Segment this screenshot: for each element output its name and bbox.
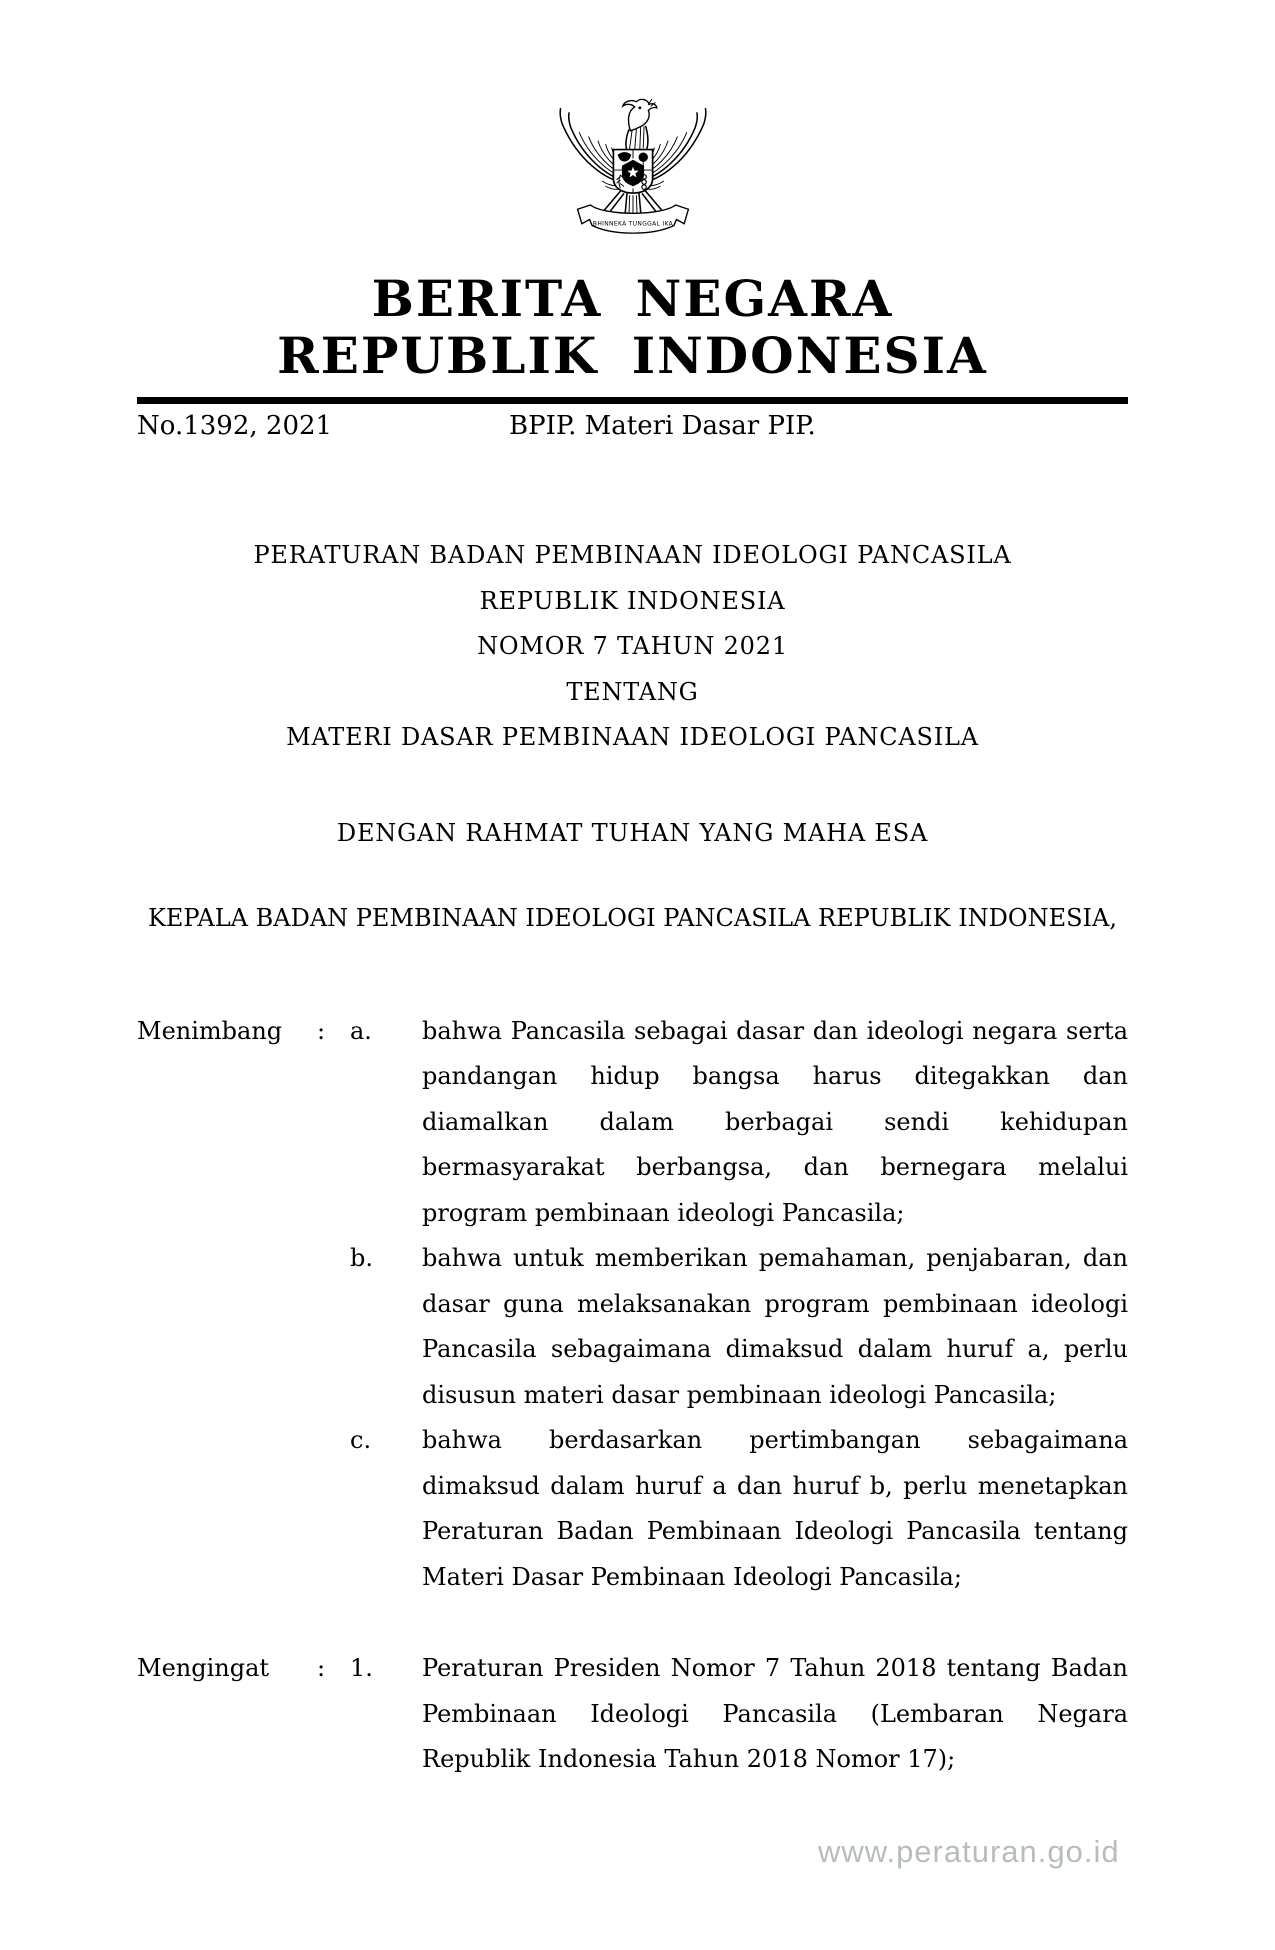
- clause-row: [137, 1373, 1128, 1419]
- item-marker: c.: [350, 1426, 372, 1454]
- masthead-info-row: [137, 410, 1128, 443]
- clause-row: [137, 1327, 1128, 1373]
- clause-row: [137, 1418, 1128, 1464]
- regulation-title-line: TENTANG: [566, 677, 699, 706]
- clause-line: bahwa berdasarkan pertimbangan sebagaimana: [422, 1426, 1128, 1454]
- page-content: [137, 0, 1128, 1783]
- section-mengingat: [137, 1646, 1128, 1783]
- clause-row: [137, 1555, 1128, 1601]
- section-label: Mengingat: [137, 1654, 270, 1682]
- clause-line: dasar guna melaksanakan program pembinaan ideologi: [422, 1289, 1128, 1318]
- gazette-number: No.1392, 2021: [137, 411, 333, 441]
- clause-line: program pembinaan ideologi Pancasila;: [422, 1198, 905, 1227]
- clause-line: dimaksud dalam huruf a dan huruf b, perlu menetapkan: [422, 1471, 1128, 1500]
- gazette-title-line1: BERITA NEGARA: [371, 269, 894, 328]
- clause-line: pandangan hidup bangsa harus ditegakkan dan: [422, 1062, 1128, 1090]
- clause-row: [137, 1236, 1128, 1282]
- clause-row: [137, 1100, 1128, 1146]
- clause-row: [137, 1054, 1128, 1100]
- clause-row: [137, 1737, 1128, 1783]
- section-label: Menimbang: [137, 1016, 283, 1045]
- masthead-divider: [137, 397, 1128, 404]
- watermark: www.peraturan.go.id: [818, 1834, 1120, 1869]
- clause-row: [137, 1509, 1128, 1555]
- clause-row: [137, 1009, 1128, 1055]
- emblem-container: [137, 0, 1128, 260]
- clause-line: Pancasila sebagaimana dimaksud dalam huruf a, perlu: [422, 1335, 1128, 1363]
- emblem-motto: BHINNEKA TUNGGAL IKA: [592, 220, 673, 228]
- section-colon: :: [317, 1654, 326, 1682]
- section-colon: :: [317, 1016, 326, 1045]
- item-marker: b.: [350, 1244, 373, 1272]
- clause-line: Peraturan Badan Pembinaan Ideologi Pancasila tentang: [422, 1517, 1128, 1545]
- regulation-title-line: PERATURAN BADAN PEMBINAAN IDEOLOGI PANCASILA: [253, 541, 1012, 569]
- gazette-title-line2: REPUBLIK INDONESIA: [277, 326, 988, 385]
- clause-line: diamalkan dalam berbagai sendi kehidupan: [422, 1107, 1128, 1136]
- item-marker: 1.: [350, 1654, 373, 1682]
- clause-line: Pembinaan Ideologi Pancasila (Lembaran Negara: [422, 1699, 1128, 1728]
- issuing-official-line: KEPALA BADAN PEMBINAAN IDEOLOGI PANCASILA REPUBLIK INDONESIA,: [147, 904, 1117, 932]
- clause-line: bermasyarakat berbangsa, dan bernegara melalui: [422, 1153, 1128, 1181]
- clause-line: Republik Indonesia Tahun 2018 Nomor 17);: [422, 1745, 956, 1773]
- item-marker: a.: [350, 1016, 372, 1045]
- clause-row: [137, 1464, 1128, 1510]
- clause-row: [137, 1282, 1128, 1328]
- gazette-subject: BPIP. Materi Dasar PIP.: [509, 411, 816, 441]
- clause-line: bahwa untuk memberikan pemahaman, penjabaran, dan: [422, 1244, 1128, 1272]
- garuda-pancasila-icon: [552, 95, 714, 257]
- clause-line: bahwa Pancasila sebagai dasar dan ideologi negara serta: [422, 1016, 1128, 1045]
- regulation-title-block: [137, 533, 1128, 761]
- clause-row: [137, 1692, 1128, 1738]
- clause-row: [137, 1191, 1128, 1237]
- clause-row: [137, 1145, 1128, 1191]
- regulation-title-line: NOMOR 7 TAHUN 2021: [477, 632, 788, 660]
- clause-line: Peraturan Presiden Nomor 7 Tahun 2018 tentang Badan: [422, 1654, 1128, 1682]
- section-menimbang: [137, 1009, 1128, 1601]
- invocation-line: DENGAN RAHMAT TUHAN YANG MAHA ESA: [336, 818, 929, 847]
- clause-row: [137, 1646, 1128, 1692]
- clause-line: Materi Dasar Pembinaan Ideologi Pancasila;: [422, 1562, 962, 1591]
- regulation-title-line: MATERI DASAR PEMBINAAN IDEOLOGI PANCASILA: [286, 723, 979, 751]
- regulation-title-line: REPUBLIK INDONESIA: [479, 586, 786, 615]
- clause-line: disusun materi dasar pembinaan ideologi Pancasila;: [422, 1380, 1057, 1409]
